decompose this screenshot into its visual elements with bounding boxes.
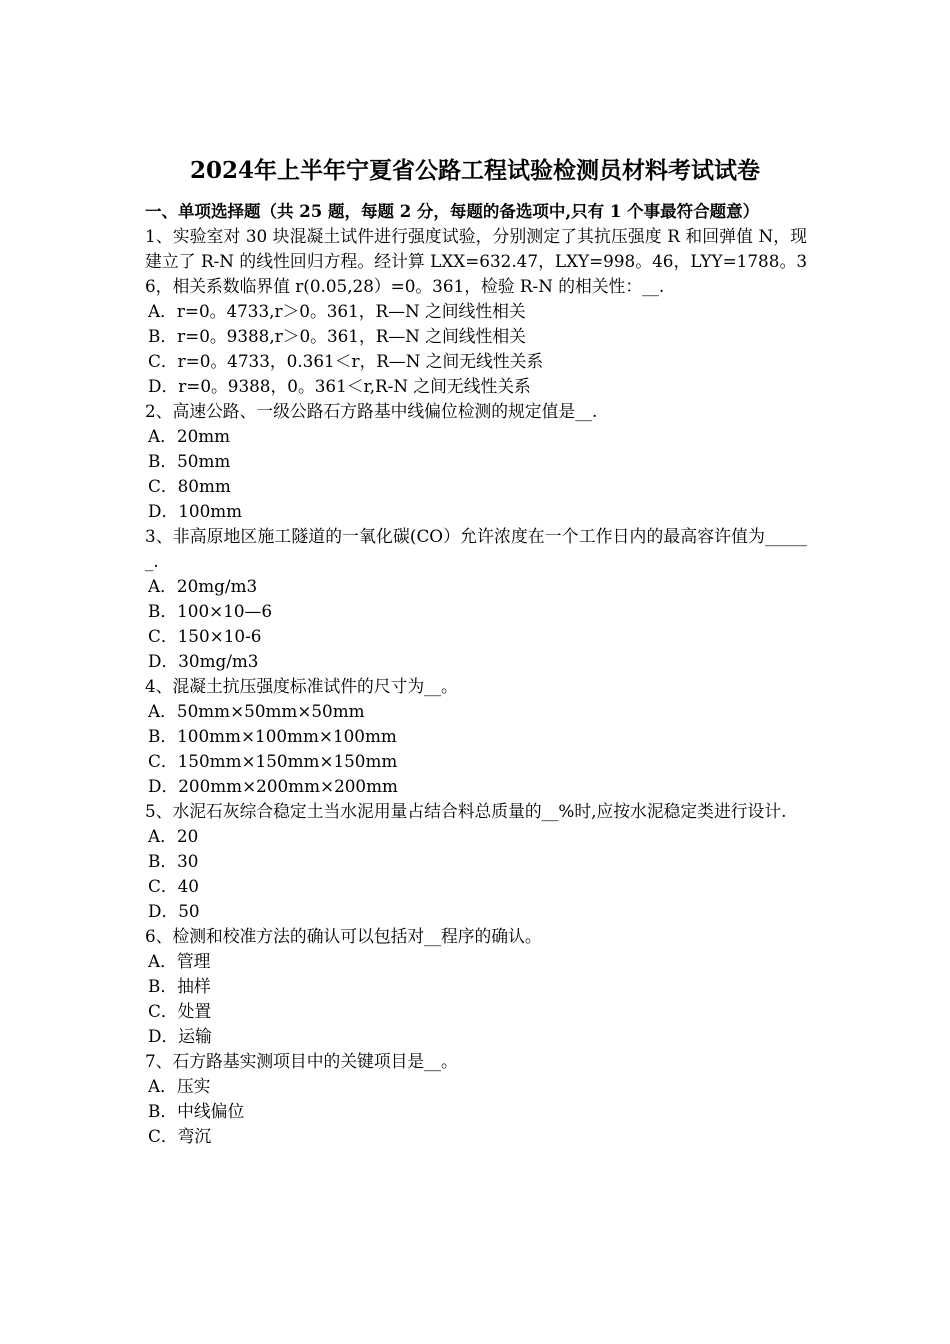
option-c: C．150mm×150mm×150mm [148, 751, 398, 771]
question-4 [145, 674, 807, 799]
question-7 [145, 1049, 807, 1149]
option-c: C．150×10-6 [148, 626, 262, 646]
option-b: B．中线偏位 [148, 1101, 245, 1121]
document-body [145, 198, 807, 1149]
option-c: C．40 [148, 876, 199, 896]
section-heading: 一、单项选择题（共 25 题，每题 2 分，每题的备选项中,只有 1 个事最符合题意） [145, 202, 760, 221]
question-stem: 5、水泥石灰综合稳定土当水泥用量占结合料总质量的__%时,应按水泥稳定类进行设计. [145, 801, 787, 821]
option-c: C．80mm [148, 476, 231, 496]
option-a: A．管理 [148, 951, 211, 971]
question-stem: 4、混凝土抗压强度标准试件的尺寸为__。 [145, 676, 458, 696]
option-b: B．30 [148, 851, 199, 871]
option-a: A．r=0。4733,r＞0。361，R—N 之间线性相关 [148, 301, 526, 321]
option-d: D．运输 [148, 1026, 212, 1046]
option-a: A．20mg/m3 [148, 576, 258, 596]
option-b: B．100×10—6 [148, 601, 273, 621]
option-b: B．50mm [148, 451, 231, 471]
option-b: B．r=0。9388,r＞0。361，R—N 之间线性相关 [148, 326, 526, 346]
document-title: 2024年上半年宁夏省公路工程试验检测员材料考试试卷 [189, 157, 760, 184]
option-a: A．20 [148, 826, 199, 846]
option-d: D．r=0。9388，0。361＜r,R-N 之间无线性关系 [148, 376, 531, 396]
option-b: B．100mm×100mm×100mm [148, 726, 397, 746]
option-d: D．30mg/m3 [148, 651, 259, 671]
option-d: D．100mm [148, 501, 243, 521]
option-d: D．50 [148, 901, 200, 921]
option-d: D．200mm×200mm×200mm [148, 776, 398, 796]
option-a: A．50mm×50mm×50mm [148, 701, 365, 721]
question-5 [145, 799, 807, 924]
option-c: C．弯沉 [148, 1126, 212, 1146]
question-3 [145, 524, 807, 674]
option-c: C．处置 [148, 1001, 212, 1021]
option-b: B．抽样 [148, 976, 211, 996]
question-6 [145, 924, 807, 1049]
question-1 [145, 224, 807, 399]
option-c: C．r=0。4733，0.361＜r，R—N 之间无线性关系 [148, 351, 544, 371]
option-a: A．20mm [148, 426, 231, 446]
option-a: A．压实 [148, 1076, 211, 1096]
question-stem: 2、高速公路、一级公路石方路基中线偏位检测的规定值是__. [145, 401, 598, 421]
question-stem: 1、实验室对 30 块混凝土试件进行强度试验，分别测定了其抗压强度 R 和回弹值 N，现建立了 R-N 的线性回归方程。经计算 LXX=632.47，LXY=998。46，LYY=1788。36，相关系数临界值 r(0.05,28）=0。361，检验 R-N 的相关性：__. [145, 226, 807, 296]
question-2 [145, 399, 807, 524]
question-stem: 3、非高原地区施工隧道的一氧化碳(CO）允许浓度在一个工作日内的最高容许值为______. [145, 526, 807, 571]
question-stem: 7、石方路基实测项目中的关键项目是__。 [145, 1051, 458, 1071]
question-stem: 6、检测和校准方法的确认可以包括对__程序的确认。 [145, 926, 542, 946]
